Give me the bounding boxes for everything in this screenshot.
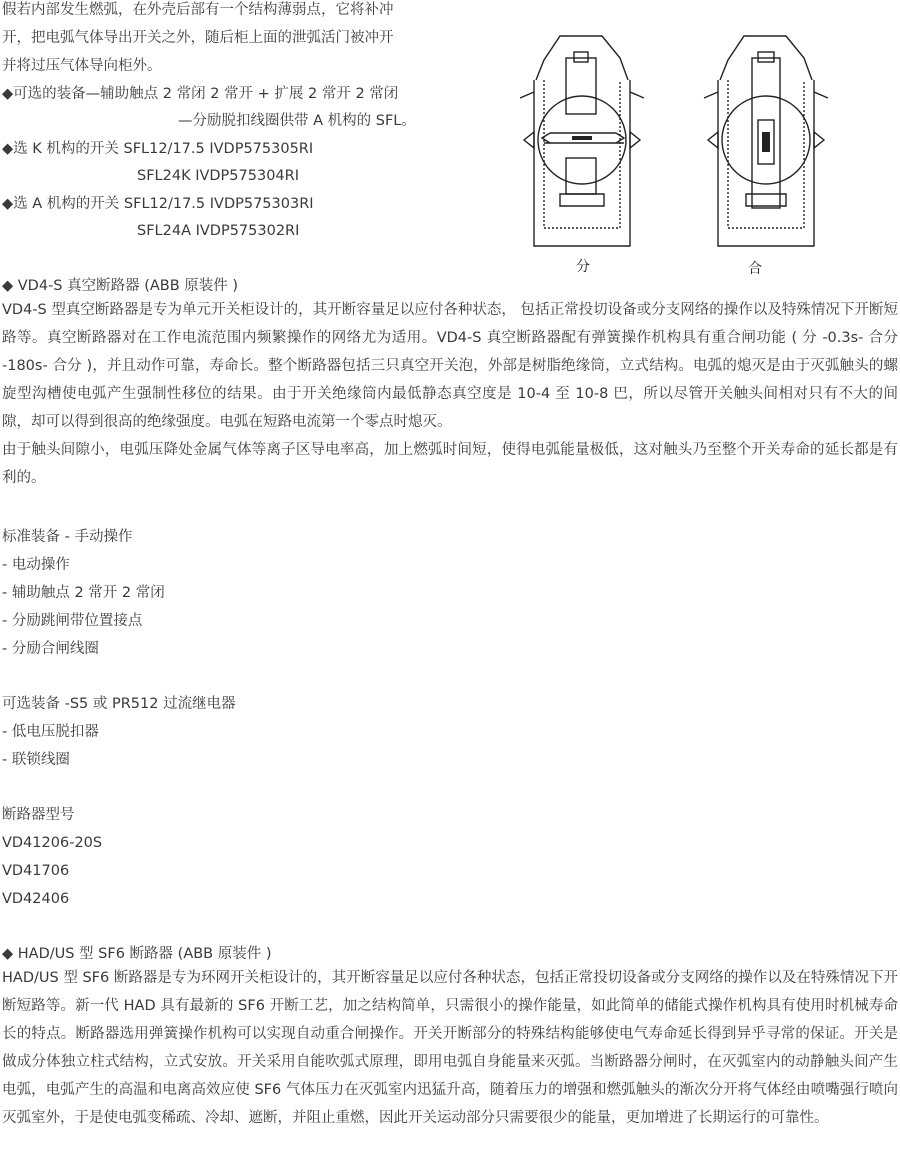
model-item: VD41706 — [2, 863, 70, 879]
switch-diagram — [520, 28, 840, 278]
optional-item: - 联锁线圈 — [2, 752, 70, 768]
vd4-heading: ◆ VD4-S 真空断路器 (ABB 原装件 ) — [2, 278, 239, 294]
had-paragraph: HAD/US 型 SF6 断路器是专为环网开关柜设计的，其开断容量足以应付各种状态，包括正常投切设备或分支网络的操作以及在特殊情况下开断短路等。新一代 HAD 具有最新的 SF6 开断工艺，加之结构简单，只需很小的操作能量，如此简单的储能式操作机构具有使用时机械寿命长的特点。断路器选用弹簧操作机构可以实现自动重合闸操作。开关开断部分的特殊结构能够使电气寿命延长得到异乎寻常的保证。开关是做成分体独立柱式结构，立式安放。开关采用自能吹弧式原理，即用电弧自身能量来灭弧。当断路器分闸时，在灭弧室内的动静触头间产生电弧，电弧产生的高温和电离高效应使 SF6 气体压力在灭弧室内迅猛升高，随着压力的增强和燃弧触头的渐次分开将气体经由喷嘴强行喷向灭弧室外，于是使电弧变稀疏、冷却、遮断，并阻止重燃，因此开关运动部分只需要很少的能量，更加增进了长期运行的可靠性。 — [2, 970, 898, 1126]
standard-item: - 分励合闸线圈 — [2, 641, 99, 657]
had-heading: ◆ HAD/US 型 SF6 断路器 (ABB 原装件 ) — [2, 946, 272, 962]
switch-cross-section-illustration — [520, 28, 840, 278]
closed-caption: 合 — [748, 261, 762, 277]
vd4-paragraph-1: VD4-S 型真空断路器是专为单元开关柜设计的，其开断容量足以应付各种状态， 包括正常投切设备或分支网络的操作以及特殊情况下开断短路等。真空断路器对在工作电流范围内频繁操作的网络尤为适用。VD4-S 真空断路器配有弹簧操作机构具有重合闸功能 ( 分 -0.3s- 合分 -180s- 合分 )，并且动作可靠，寿命长。整个断路器包括三只真空开关泡，外部是树脂绝缘筒，立式结构。电弧的熄灭是由于灭弧触头的螺旋型沟槽使电弧产生强制性移位的结果。由于开关绝缘筒内最低静态真空度是 10-4 至 10-8 巴，所以尽管开关触头间相对只有不大的间隙，却可以得到很高的绝缘强度。电弧在短路电流第一个零点时熄灭。 — [2, 302, 898, 430]
standard-heading: 标准装备 - 手动操作 — [2, 529, 133, 545]
intro-line-1: 假若内部发生燃弧，在外壳后部有一个结构薄弱点，它将补冲 — [2, 2, 394, 18]
model-item: VD41206-20S — [2, 835, 103, 851]
option-aux-contacts: ◆可选的装备—辅助触点 2 常闭 2 常开 + 扩展 2 常开 2 常闭 — [2, 86, 399, 102]
optional-heading: 可选装备 -S5 或 PR512 过流继电器 — [2, 696, 236, 712]
option-k-mechanism-24: SFL24K IVDP575304RI — [137, 168, 299, 184]
standard-item: - 分励跳闸带位置接点 — [2, 613, 143, 629]
option-a-mechanism: ◆选 A 机构的开关 SFL12/17.5 IVDP575303RI — [2, 196, 314, 212]
intro-line-2: 开，把电弧气体导出开关之外，随后柜上面的泄弧活门被冲开 — [2, 30, 394, 46]
open-caption: 分 — [576, 259, 590, 275]
standard-item: - 电动操作 — [2, 557, 70, 573]
vd4-paragraph-2: 由于触头间隙小，电弧压降处金属气体等离子区导电率高，加上燃弧时间短，使得电弧能量极低，这对触头乃至整个开关寿命的延长都是有利的。 — [2, 442, 898, 486]
model-item: VD42406 — [2, 891, 70, 907]
option-a-mechanism-24: SFL24A IVDP575302RI — [137, 223, 300, 239]
models-heading: 断路器型号 — [2, 807, 75, 823]
intro-line-3: 并将过压气体导向柜外。 — [2, 58, 162, 74]
optional-item: - 低电压脱扣器 — [2, 724, 99, 740]
standard-item: - 辅助触点 2 常开 2 常闭 — [2, 585, 165, 601]
option-shunt-trip: —分励脱扣线圈供带 A 机构的 SFL。 — [178, 113, 416, 129]
option-k-mechanism: ◆选 K 机构的开关 SFL12/17.5 IVDP575305RI — [2, 141, 314, 157]
